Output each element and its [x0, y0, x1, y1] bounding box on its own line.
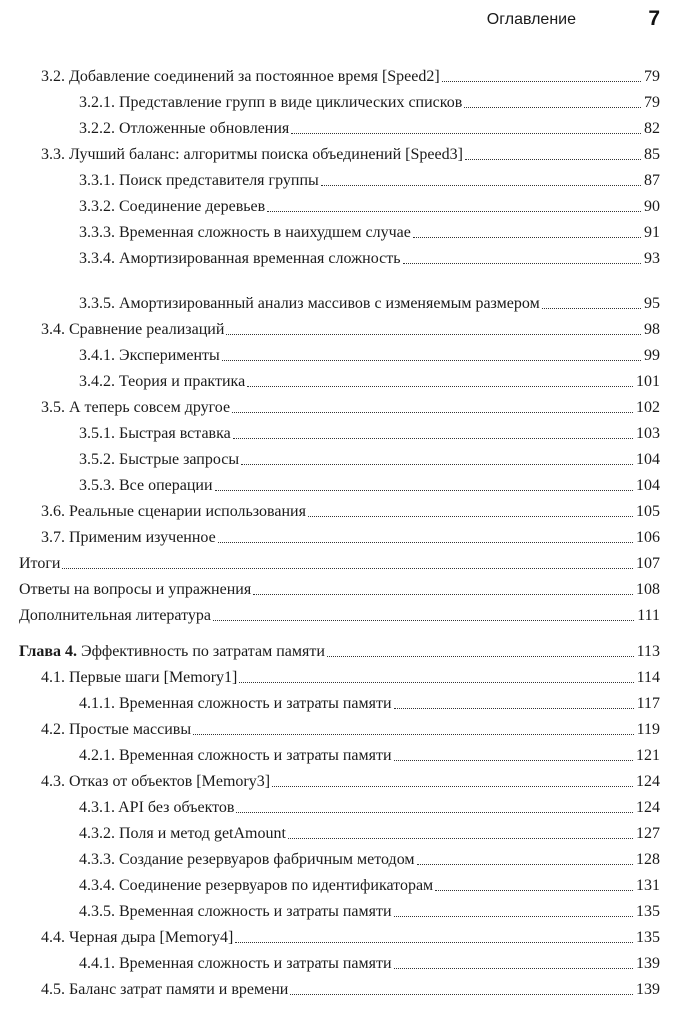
toc-entry-page: 121 — [636, 747, 660, 764]
toc-entry[interactable] — [0, 573, 676, 599]
toc-entry-title: 3.3. Лучший баланс: алгоритмы поиска объединений [Speed3] — [41, 146, 463, 163]
toc-entry-title: 3.6. Реальные сценарии использования — [41, 503, 306, 520]
toc-entry-title: 3.3.2. Соединение деревьев — [79, 198, 266, 215]
toc-entry-page: 127 — [636, 825, 660, 842]
toc-entry-page: 103 — [636, 425, 660, 442]
toc-entry[interactable] — [0, 599, 676, 625]
chapter-title: Эффективность по затратам памяти — [77, 643, 325, 660]
toc-entry[interactable] — [0, 365, 676, 391]
toc-entry-title: Ответы на вопросы и упражнения — [19, 581, 252, 598]
toc-entry-title: 3.3.4. Амортизированная временная сложность — [79, 250, 401, 267]
toc-entry-page: 128 — [636, 851, 660, 868]
toc-entry-title: 3.2. Добавление соединений за постоянное время [Speed2] — [41, 68, 440, 85]
toc-entry[interactable] — [0, 817, 676, 843]
toc-entry[interactable] — [0, 164, 676, 190]
toc-entry-page: 139 — [636, 955, 660, 972]
toc-leader-dots — [542, 308, 641, 309]
toc-entry-page: 139 — [636, 981, 660, 998]
toc-entry-page: 104 — [636, 451, 660, 468]
toc-leader-dots — [403, 263, 642, 264]
toc-entry-page: 105 — [636, 503, 660, 520]
toc-entry-title: 3.4.1. Эксперименты — [79, 347, 220, 364]
toc-entry[interactable] — [0, 495, 676, 521]
running-header-title: Оглавление — [486, 11, 576, 28]
toc-entry[interactable] — [0, 547, 676, 573]
toc-entry[interactable] — [0, 190, 676, 216]
toc-chapter-entry[interactable] — [0, 635, 676, 661]
toc-entry[interactable] — [0, 469, 676, 495]
chapter-label: Глава 4. — [19, 643, 77, 660]
toc-entry-page: 117 — [636, 695, 660, 712]
toc-entry-title: 4.3.5. Временная сложность и затраты памяти — [79, 903, 392, 920]
toc-entry-page: 93 — [644, 250, 660, 267]
toc-entry-title: 4.2. Простые массивы — [41, 721, 192, 738]
toc-leader-dots — [442, 81, 641, 82]
toc-entry-page: 102 — [636, 399, 660, 416]
toc-leader-dots — [417, 864, 633, 865]
toc-entry-page: 95 — [644, 295, 660, 312]
toc-entry-page: 91 — [644, 224, 660, 241]
toc-entry-page: 131 — [636, 877, 660, 894]
toc-leader-dots — [394, 760, 633, 761]
toc-leader-dots — [226, 334, 641, 335]
table-of-contents — [0, 60, 676, 999]
toc-entry-page: 135 — [636, 903, 660, 920]
toc-entry-page: 101 — [636, 373, 660, 390]
toc-entry[interactable] — [0, 973, 676, 999]
toc-leader-dots — [288, 838, 633, 839]
toc-leader-dots — [235, 942, 633, 943]
toc-entry[interactable] — [0, 86, 676, 112]
toc-entry[interactable] — [0, 268, 676, 313]
toc-entry-title: 4.1.1. Временная сложность и затраты памяти — [79, 695, 392, 712]
toc-leader-dots — [247, 386, 633, 387]
toc-entry[interactable] — [0, 713, 676, 739]
toc-entry[interactable] — [0, 313, 676, 339]
toc-entry-title: 3.7. Применим изученное — [41, 529, 216, 546]
toc-leader-dots — [272, 786, 633, 787]
toc-entry-title: 3.3.5. Амортизированный анализ массивов с изменяемым размером — [79, 295, 540, 312]
toc-entry[interactable] — [0, 791, 676, 817]
toc-leader-dots — [308, 516, 633, 517]
toc-entry[interactable] — [0, 947, 676, 973]
toc-leader-dots — [435, 890, 633, 891]
toc-entry-page: 114 — [636, 669, 660, 686]
toc-entry-title: 3.3.3. Временная сложность в наихудшем случае — [79, 224, 411, 241]
toc-entry[interactable] — [0, 521, 676, 547]
toc-entry-page: 90 — [644, 198, 660, 215]
toc-entry[interactable] — [0, 739, 676, 765]
toc-leader-dots — [394, 708, 634, 709]
toc-entry-page: 87 — [644, 172, 660, 189]
toc-entry-title — [19, 642, 325, 661]
toc-leader-dots — [213, 620, 634, 621]
toc-entry-page: 124 — [636, 773, 660, 790]
toc-entry[interactable] — [0, 895, 676, 921]
toc-entry-page: 119 — [636, 721, 660, 738]
toc-entry-title: 3.5.2. Быстрые запросы — [79, 451, 240, 468]
toc-entry-page: 113 — [636, 643, 660, 660]
running-header — [0, 8, 676, 34]
toc-entry[interactable] — [0, 443, 676, 469]
toc-entry[interactable] — [0, 921, 676, 947]
toc-entry-title: Дополнительная литература — [19, 607, 211, 624]
toc-entry[interactable] — [0, 60, 676, 86]
toc-entry-title: 3.2.2. Отложенные обновления — [79, 120, 290, 137]
toc-leader-dots — [464, 107, 641, 108]
toc-entry-page: 98 — [644, 321, 660, 338]
toc-entry-page: 111 — [637, 607, 660, 624]
toc-entry-page: 79 — [644, 68, 660, 85]
toc-entry-title: 4.1. Первые шаги [Memory1] — [41, 669, 238, 686]
toc-entry[interactable] — [0, 843, 676, 869]
toc-leader-dots — [62, 568, 633, 569]
toc-entry-title: 4.3.3. Создание резервуаров фабричным методом — [79, 851, 415, 868]
toc-entry-title: 3.5.3. Все операции — [79, 477, 213, 494]
toc-leader-dots — [222, 360, 641, 361]
toc-entry-page: 106 — [636, 529, 660, 546]
toc-leader-dots — [236, 812, 633, 813]
toc-entry-title: 4.3. Отказ от объектов [Memory3] — [41, 773, 271, 790]
toc-entry[interactable] — [0, 242, 676, 268]
toc-leader-dots — [253, 594, 633, 595]
toc-leader-dots — [193, 734, 634, 735]
toc-leader-dots — [394, 916, 633, 917]
toc-leader-dots — [394, 968, 633, 969]
toc-entry[interactable] — [0, 869, 676, 895]
toc-leader-dots — [215, 490, 633, 491]
toc-leader-dots — [232, 412, 633, 413]
toc-entry-page: 107 — [636, 555, 660, 572]
toc-entry-page: 124 — [636, 799, 660, 816]
toc-entry[interactable] — [0, 138, 676, 164]
toc-entry[interactable] — [0, 391, 676, 417]
toc-entry-title: 3.5. А теперь совсем другое — [41, 399, 231, 416]
toc-leader-dots — [290, 994, 633, 995]
toc-entry-page: 85 — [644, 146, 660, 163]
toc-leader-dots — [291, 133, 641, 134]
toc-entry-page: 135 — [636, 929, 660, 946]
toc-entry-title: 4.3.2. Поля и метод getAmount — [79, 825, 286, 842]
toc-entry-title: 3.4. Сравнение реализаций — [41, 321, 225, 338]
toc-entry-title: 4.3.4. Соединение резервуаров по идентификаторам — [79, 877, 434, 894]
toc-entry-title: 3.2.1. Представление групп в виде циклических списков — [79, 94, 463, 111]
toc-entry-title: 4.2.1. Временная сложность и затраты памяти — [79, 747, 392, 764]
toc-entry-title: 3.5.1. Быстрая вставка — [79, 425, 231, 442]
toc-entry-page: 79 — [644, 94, 660, 111]
toc-entry[interactable] — [0, 339, 676, 365]
toc-entry[interactable] — [0, 112, 676, 138]
toc-entry[interactable] — [0, 417, 676, 443]
toc-entry-page: 108 — [636, 581, 660, 598]
page-number: 7 — [648, 7, 660, 30]
toc-entry-page: 82 — [644, 120, 660, 137]
toc-entry-title: 4.3.1. API без объектов — [79, 799, 235, 816]
toc-leader-dots — [218, 542, 633, 543]
toc-entry-page: 104 — [636, 477, 660, 494]
toc-entry[interactable] — [0, 216, 676, 242]
toc-entry-title: Итоги — [19, 555, 61, 572]
toc-entry-title: 4.5. Баланс затрат памяти и времени — [41, 981, 289, 998]
toc-leader-dots — [327, 656, 634, 657]
toc-entry[interactable] — [0, 661, 676, 687]
toc-leader-dots — [239, 682, 633, 683]
toc-leader-dots — [233, 438, 633, 439]
toc-leader-dots — [267, 211, 641, 212]
toc-leader-dots — [241, 464, 633, 465]
toc-leader-dots — [321, 185, 641, 186]
toc-entry-page: 99 — [644, 347, 660, 364]
toc-leader-dots — [465, 159, 641, 160]
toc-entry-title: 4.4. Черная дыра [Memory4] — [41, 929, 234, 946]
toc-entry-title: 3.3.1. Поиск представителя группы — [79, 172, 319, 189]
toc-entry-title: 4.4.1. Временная сложность и затраты памяти — [79, 955, 392, 972]
toc-entry[interactable] — [0, 765, 676, 791]
toc-entry-title: 3.4.2. Теория и практика — [79, 373, 246, 390]
toc-leader-dots — [413, 237, 641, 238]
toc-entry[interactable] — [0, 687, 676, 713]
